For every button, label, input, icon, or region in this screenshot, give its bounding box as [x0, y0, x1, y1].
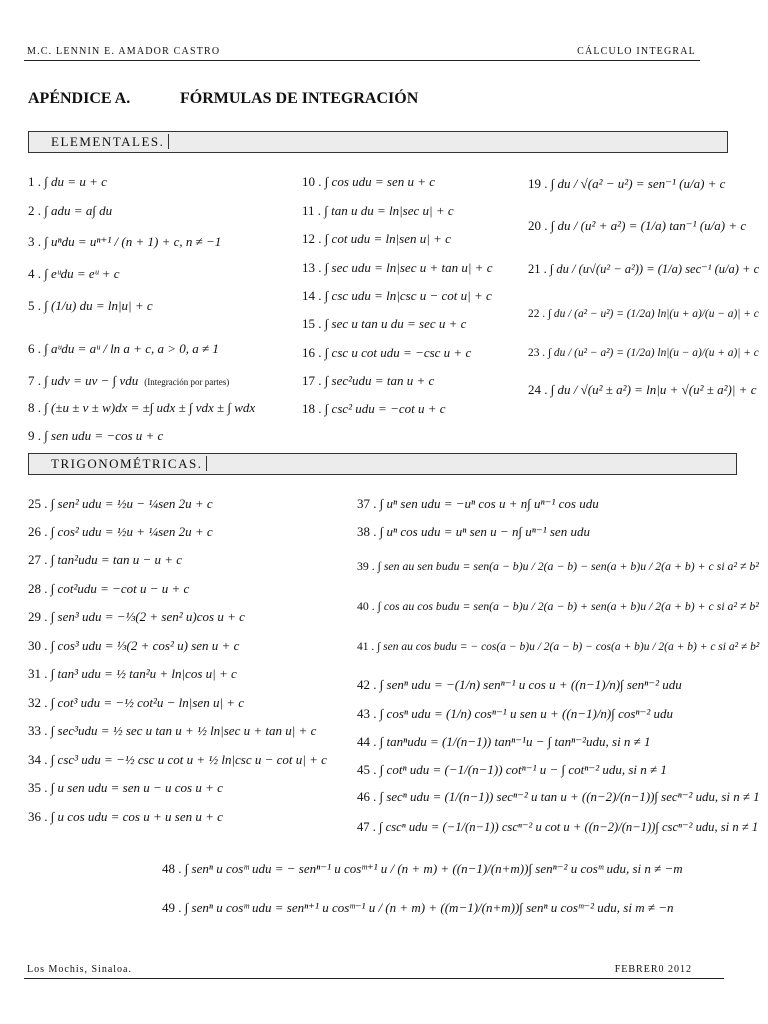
elem-formula-5 — [28, 298, 153, 314]
formula-expression: ∫ uⁿdu = uⁿ⁺¹ / (n + 1) + c, n ≠ −1 — [44, 234, 222, 249]
formula-number: 31 . — [28, 666, 51, 681]
formula-number: 23 . — [528, 347, 548, 359]
trig-formula-31 — [28, 666, 237, 682]
formula-number: 27 . — [28, 552, 51, 567]
formula-expression: ∫ du / (a² − u²) = (1/2a) ln|(u + a)/(u − a)| + c — [547, 308, 759, 320]
formula-number: 19 . — [528, 176, 551, 191]
formula-number: 24 . — [528, 382, 551, 397]
elem-formula-24 — [528, 382, 756, 398]
formula-expression: ∫ du / (u² + a²) = (1/a) tan⁻¹ (u/a) + c — [550, 218, 747, 233]
formula-number: 38 . — [357, 524, 380, 539]
formula-number: 25 . — [28, 496, 51, 511]
formula-expression: ∫ cos³ udu = ⅓(2 + cos² u) sen u + c — [50, 638, 240, 653]
formula-number: 18 . — [302, 401, 325, 416]
elem-formula-18 — [302, 401, 446, 417]
formula-expression: ∫ du / (u² − a²) = (1/2a) ln|(u − a)/(u + a)| + c — [547, 347, 759, 359]
formula-number: 5 . — [28, 298, 45, 313]
trig-formula-48 — [162, 861, 683, 877]
formula-expression: ∫ tan u du = ln|sec u| + c — [324, 203, 454, 218]
formula-number: 1 . — [28, 174, 45, 189]
formula-expression: ∫ du / √(a² − u²) = sen⁻¹ (u/a) + c — [550, 176, 726, 191]
trig-formula-46 — [357, 790, 760, 805]
formula-number: 41 . — [357, 641, 378, 653]
trig-formula-47 — [357, 819, 758, 835]
footer-location: Los Mochis, Sinaloa. — [27, 964, 132, 975]
formula-number: 35 . — [28, 780, 51, 795]
integration-by-parts-note: (Integración por partes) — [144, 377, 230, 387]
page-title: FÓRMULAS DE INTEGRACIÓN — [180, 90, 419, 107]
formula-number: 32 . — [28, 695, 51, 710]
footer-rule — [24, 978, 724, 979]
formula-expression: ∫ uⁿ cos udu = uⁿ sen u − n∫ uⁿ⁻¹ sen udu — [379, 524, 590, 539]
formula-number: 36 . — [28, 809, 51, 824]
trig-formula-27 — [28, 552, 182, 568]
formula-expression: ∫ csc udu = ln|csc u − cot u| + c — [324, 288, 492, 303]
formula-expression: ∫ senⁿ u cosᵐ udu = − senⁿ⁻¹ u cosᵐ⁺¹ u / (n + m) + ((n−1)/(n+m))∫ senⁿ⁻² u cosᵐ udu, si n ≠ −m — [184, 861, 683, 876]
formula-expression: ∫ csc² udu = −cot u + c — [324, 401, 446, 416]
formula-number: 37 . — [357, 496, 380, 511]
footer-date: FEBRER0 2012 — [614, 964, 692, 975]
elem-formula-12 — [302, 231, 451, 247]
formula-number: 30 . — [28, 638, 51, 653]
trig-formula-33 — [28, 723, 316, 739]
formula-expression: ∫ u sen udu = sen u − u cos u + c — [50, 780, 223, 795]
formula-expression: ∫ sen² udu = ½u − ¼sen 2u + c — [50, 496, 213, 511]
formula-number: 28 . — [28, 581, 51, 596]
trig-formula-40 — [357, 599, 759, 614]
formula-number: 40 . — [357, 599, 378, 613]
elem-formula-6 — [28, 341, 219, 357]
trig-formula-45 — [357, 762, 667, 778]
elem-formula-9 — [28, 428, 163, 444]
section-trig-label: TRIGONOMÉTRICAS. — [51, 456, 207, 471]
trig-formula-29 — [28, 609, 245, 625]
formula-number: 3 . — [28, 234, 45, 249]
elem-formula-10 — [302, 174, 435, 190]
elem-formula-16 — [302, 345, 471, 361]
formula-expression: ∫ cosⁿ udu = (1/n) cosⁿ⁻¹ u sen u + ((n−1)/n)∫ cosⁿ⁻² udu — [379, 706, 674, 721]
formula-expression: ∫ du / (u√(u² − a²)) = (1/a) sec⁻¹ (u/a) + c — [549, 262, 760, 276]
trig-formula-39 — [357, 559, 759, 574]
trig-formula-41 — [357, 641, 759, 653]
formula-number: 6 . — [28, 341, 45, 356]
formula-number: 43 . — [357, 706, 380, 721]
formula-number: 20 . — [528, 218, 551, 233]
elem-formula-4 — [28, 266, 120, 282]
formula-expression: ∫ senⁿ u cosᵐ udu = senⁿ⁺¹ u cosᵐ⁻¹ u / (n + m) + ((m−1)/(n+m))∫ senⁿ u cosᵐ⁻² udu, si m ≠ −n — [184, 900, 674, 915]
trig-formula-44 — [357, 734, 651, 750]
formula-number: 15 . — [302, 316, 325, 331]
elem-formula-13 — [302, 260, 492, 276]
formula-number: 49 . — [162, 900, 185, 915]
elem-formula-19 — [528, 176, 725, 192]
elem-formula-21 — [528, 261, 759, 277]
formula-expression: ∫ senⁿ udu = −(1/n) senⁿ⁻¹ u cos u + ((n−1)/n)∫ senⁿ⁻² udu — [379, 677, 682, 692]
header-rule — [24, 60, 700, 61]
trig-formula-42 — [357, 677, 682, 693]
formula-expression: ∫ sen udu = −cos u + c — [44, 428, 164, 443]
formula-expression: ∫ csc³ udu = −½ csc u cot u + ½ ln|csc u − cot u| + c — [50, 752, 327, 767]
elem-formula-15 — [302, 316, 466, 332]
formula-expression: ∫ sec³udu = ½ sec u tan u + ½ ln|sec u + tan u| + c — [50, 723, 317, 738]
trig-formula-26 — [28, 524, 213, 540]
formula-expression: ∫ cot udu = ln|sen u| + c — [324, 231, 451, 246]
formula-number: 44 . — [357, 734, 380, 749]
formula-expression: ∫ uⁿ sen udu = −uⁿ cos u + n∫ uⁿ⁻¹ cos udu — [379, 496, 599, 511]
appendix-label: APÉNDICE A. — [28, 90, 131, 107]
formula-number: 9 . — [28, 428, 45, 443]
trig-formula-38 — [357, 524, 590, 540]
formula-number: 42 . — [357, 677, 380, 692]
header-course: CÁLCULO INTEGRAL — [577, 46, 696, 57]
elem-formula-11 — [302, 203, 454, 219]
formula-expression: ∫ du / √(u² ± a²) = ln|u + √(u² ± a²)| + c — [550, 382, 757, 397]
elem-formula-2 — [28, 203, 112, 219]
formula-expression: ∫ sec²udu = tan u + c — [324, 373, 435, 388]
elem-formula-17 — [302, 373, 434, 389]
formula-number: 4 . — [28, 266, 45, 281]
elem-formula-1 — [28, 174, 107, 190]
formula-expression: ∫ sen³ udu = −⅓(2 + sen² u)cos u + c — [50, 609, 245, 624]
formula-expression: ∫ cos au cos budu = sen(a − b)u / 2(a − b) + sen(a + b)u / 2(a + b) + c si a² ≠ b² — [377, 599, 759, 613]
elem-formula-8 — [28, 400, 255, 416]
formula-expression: ∫ u cos udu = cos u + u sen u + c — [50, 809, 223, 824]
trig-formula-49 — [162, 900, 674, 916]
formula-number: 47 . — [357, 820, 380, 834]
formula-expression: ∫ tan³ udu = ½ tan²u + ln|cos u| + c — [50, 666, 237, 681]
elem-formula-20 — [528, 218, 746, 234]
formula-expression: ∫ du = u + c — [44, 174, 107, 189]
formula-number: 17 . — [302, 373, 325, 388]
trig-formula-36 — [28, 809, 223, 825]
formula-expression: ∫ secⁿ udu = (1/(n−1)) secⁿ⁻² u tan u + ((n−2)/(n−1))∫ secⁿ⁻² udu, si n ≠ 1 — [379, 790, 760, 804]
elem-formula-14 — [302, 288, 492, 304]
formula-expression: ∫ csc u cot udu = −csc u + c — [324, 345, 472, 360]
formula-number: 8 . — [28, 400, 45, 415]
elem-formula-23 — [528, 347, 759, 359]
formula-expression: ∫ cot³ udu = −½ cot²u − ln|sen u| + c — [50, 695, 245, 710]
elem-formula-7 — [28, 373, 229, 389]
section-trigonometricas — [28, 453, 737, 475]
trig-formula-35 — [28, 780, 223, 796]
section-elementales — [28, 131, 728, 153]
formula-expression: ∫ (1/u) du = ln|u| + c — [44, 298, 153, 313]
formula-number: 34 . — [28, 752, 51, 767]
formula-expression: ∫ cotⁿ udu = (−1/(n−1)) cotⁿ⁻¹ u − ∫ cotⁿ⁻² udu, si n ≠ 1 — [379, 762, 667, 777]
formula-expression: ∫ cos² udu = ½u + ¼sen 2u + c — [50, 524, 213, 539]
formula-number: 26 . — [28, 524, 51, 539]
trig-formula-37 — [357, 496, 599, 512]
formula-expression: ∫ (±u ± v ± w)dx = ±∫ udx ± ∫ vdx ± ∫ wdx — [44, 400, 256, 415]
formula-expression: ∫ tan²udu = tan u − u + c — [50, 552, 183, 567]
trig-formula-30 — [28, 638, 239, 654]
formula-expression: ∫ aᵘdu = aᵘ / ln a + c, a > 0, a ≠ 1 — [44, 341, 219, 356]
trig-formula-34 — [28, 752, 327, 768]
formula-number: 13 . — [302, 260, 325, 275]
formula-expression: ∫ udv = uv − ∫ vdu — [44, 373, 139, 388]
formula-number: 16 . — [302, 345, 325, 360]
formula-number: 21 . — [528, 262, 550, 276]
formula-expression: ∫ adu = a∫ du — [44, 203, 113, 218]
formula-number: 7 . — [28, 373, 45, 388]
formula-number: 22 . — [528, 308, 548, 320]
formula-expression: ∫ sec udu = ln|sec u + tan u| + c — [324, 260, 493, 275]
formula-number: 46 . — [357, 790, 380, 804]
formula-expression: ∫ sen au sen budu = sen(a − b)u / 2(a − b) − sen(a + b)u / 2(a + b) + c si a² ≠ b² — [377, 559, 759, 573]
formula-expression: ∫ sec u tan u du = sec u + c — [324, 316, 467, 331]
formula-expression: ∫ cos udu = sen u + c — [324, 174, 436, 189]
formula-number: 33 . — [28, 723, 51, 738]
formula-number: 14 . — [302, 288, 325, 303]
formula-expression: ∫ cot²udu = −cot u − u + c — [50, 581, 190, 596]
trig-formula-25 — [28, 496, 213, 512]
formula-expression: ∫ cscⁿ udu = (−1/(n−1)) cscⁿ⁻² u cot u + ((n−2)/(n−1))∫ cscⁿ⁻² udu, si n ≠ 1 — [379, 820, 759, 834]
formula-expression: ∫ sen au cos budu = − cos(a − b)u / 2(a − b) − cos(a + b)u / 2(a + b) + c si a² ≠ b² — [377, 641, 760, 653]
trig-formula-43 — [357, 706, 673, 722]
elem-formula-3 — [28, 234, 221, 250]
formula-expression: ∫ tanⁿudu = (1/(n−1)) tanⁿ⁻¹u − ∫ tanⁿ⁻²udu, si n ≠ 1 — [379, 734, 651, 749]
formula-number: 11 . — [302, 203, 325, 218]
formula-number: 12 . — [302, 231, 325, 246]
section-elementales-label: ELEMENTALES. — [51, 134, 169, 149]
trig-formula-28 — [28, 581, 189, 597]
formula-number: 2 . — [28, 203, 45, 218]
formula-number: 10 . — [302, 174, 325, 189]
formula-number: 48 . — [162, 861, 185, 876]
header-author: M.C. LENNIN E. AMADOR CASTRO — [27, 46, 221, 57]
elem-formula-22 — [528, 308, 759, 320]
formula-number: 45 . — [357, 762, 380, 777]
formula-number: 29 . — [28, 609, 51, 624]
formula-expression: ∫ eᵘdu = eᵘ + c — [44, 266, 120, 281]
trig-formula-32 — [28, 695, 244, 711]
formula-number: 39 . — [357, 559, 378, 573]
